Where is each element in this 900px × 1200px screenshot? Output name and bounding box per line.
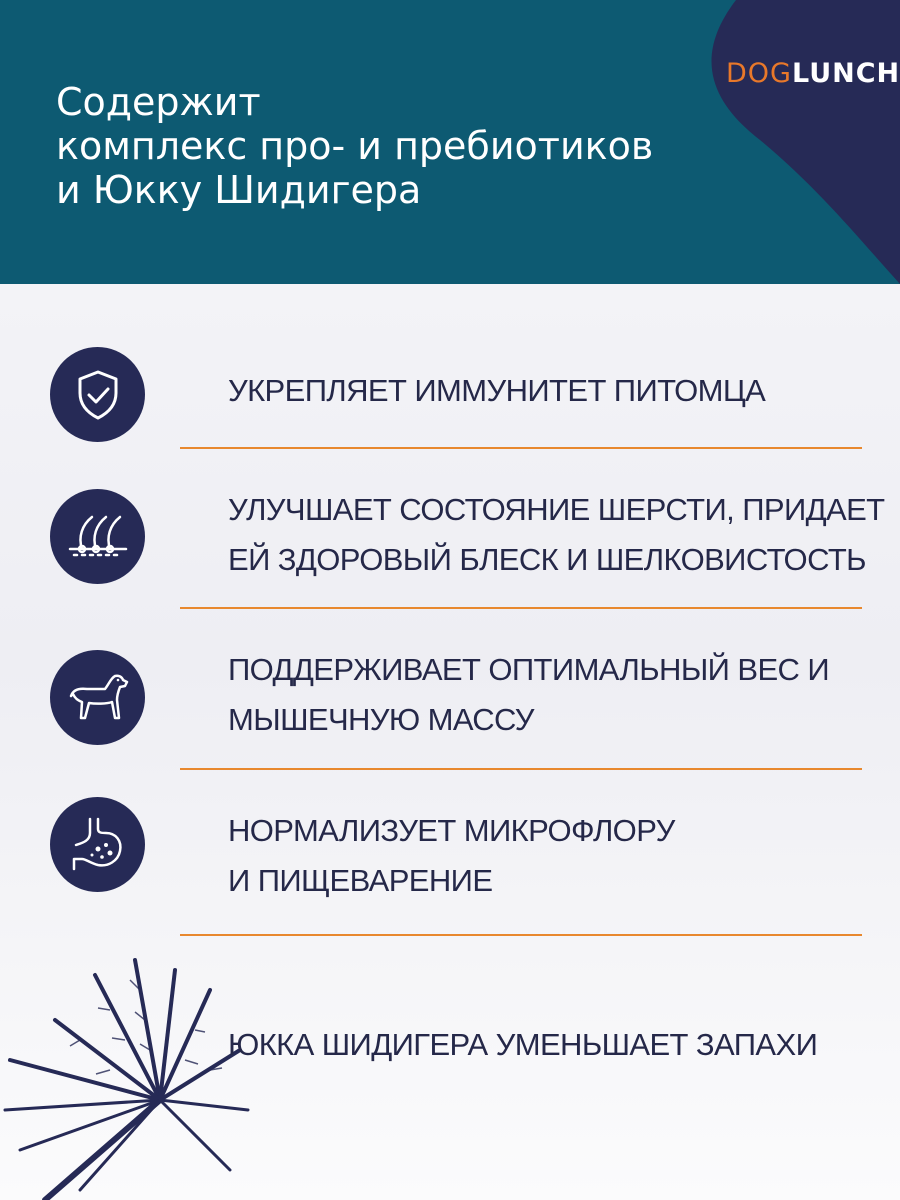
- benefit-line-2: МЫШЕЧНУЮ МАССУ: [228, 702, 534, 737]
- stomach-icon: [68, 815, 128, 875]
- weight-icon-circle: [50, 650, 145, 745]
- divider: [180, 607, 862, 609]
- fur-icon-circle: [50, 489, 145, 584]
- title-line-1: Содержит: [56, 80, 261, 124]
- shield-check-icon: [75, 369, 121, 421]
- benefit-line-2: И ПИЩЕВАРЕНИЕ: [228, 863, 493, 898]
- logo-dog-text: DOG: [726, 58, 792, 89]
- divider: [180, 447, 862, 449]
- benefit-yucca-text: [228, 1020, 858, 1070]
- brand-logo: [726, 58, 900, 89]
- benefit-text: [228, 806, 858, 906]
- benefit-line-1: УЛУЧШАЕТ СОСТОЯНИЕ ШЕРСТИ, ПРИДАЕТ: [228, 492, 885, 527]
- digestion-icon-circle: [50, 797, 145, 892]
- benefit-line-1: ПОДДЕРЖИВАЕТ ОПТИМАЛЬНЫЙ ВЕС И: [228, 652, 830, 687]
- title-line-3: и Юкку Шидигера: [56, 168, 422, 212]
- benefit-text: [228, 366, 858, 416]
- divider: [180, 934, 862, 936]
- benefit-line-2: ЕЙ ЗДОРОВЫЙ БЛЕСК И ШЕЛКОВИСТОСТЬ: [228, 542, 866, 577]
- title-line-2: комплекс про- и пребиотиков: [56, 124, 654, 168]
- divider: [180, 768, 862, 770]
- header-banner: [0, 0, 900, 284]
- benefit-line-1: ЮККА ШИДИГЕРА УМЕНЬШАЕТ ЗАПАХИ: [228, 1027, 818, 1062]
- yucca-plant-icon: [0, 950, 250, 1200]
- benefit-text: [228, 645, 858, 745]
- page-title: [56, 80, 716, 212]
- logo-lunch-text: LUNCH: [791, 58, 900, 89]
- benefit-text: [228, 485, 885, 585]
- dog-icon: [65, 670, 131, 726]
- fur-hair-icon: [66, 509, 130, 565]
- immunity-icon-circle: [50, 347, 145, 442]
- benefit-line-1: НОРМАЛИЗУЕТ МИКРОФЛОРУ: [228, 813, 675, 848]
- benefit-line-1: УКРЕПЛЯЕТ ИММУНИТЕТ ПИТОМЦА: [228, 373, 766, 408]
